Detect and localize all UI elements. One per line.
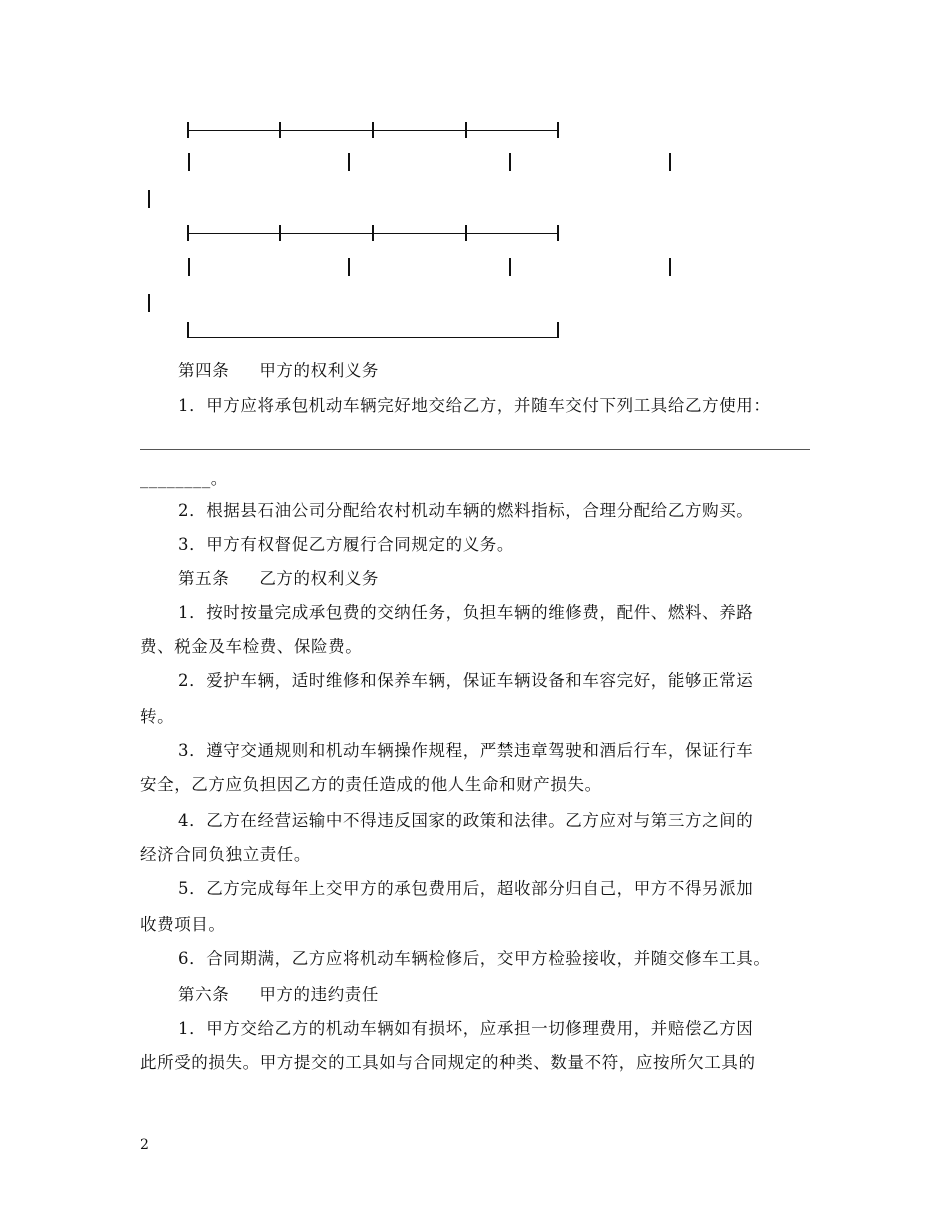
table-divider (148, 294, 150, 312)
table-divider (188, 153, 190, 171)
article-number: 第四条 (178, 361, 230, 380)
clause-text: 费、税金及车检费、保险费。 (140, 637, 363, 656)
clause-text: 3．遵守交通规则和机动车辆操作规程，严禁违章驾驶和酒后行车，保证行车 (178, 741, 754, 760)
table-border-bottom (187, 337, 558, 338)
clause-text: 此所受的损失。甲方提交的工具如与合同规定的种类、数量不符，应按所欠工具的 (140, 1053, 756, 1072)
table-tick (465, 122, 467, 138)
fill-in-blank-line (140, 449, 810, 450)
article-number: 第五条 (178, 569, 230, 588)
table-divider (509, 258, 511, 276)
table-tick (557, 122, 559, 138)
clause-text: 6．合同期满，乙方应将机动车辆检修后，交甲方检验接收，并随交修车工具。 (178, 949, 771, 968)
article-title: 甲方的违约责任 (259, 985, 380, 1004)
article-heading (178, 568, 858, 590)
table-tick (372, 122, 374, 138)
table-divider (188, 258, 190, 276)
article-title: 乙方的权利义务 (259, 569, 380, 588)
table-corner (557, 322, 559, 338)
table-tick (465, 225, 467, 241)
table-corner (187, 322, 189, 338)
article-number: 第六条 (178, 985, 230, 1004)
page-number: 2 (140, 1137, 149, 1153)
clause-text: 5．乙方完成每年上交甲方的承包费用后，超收部分归自己，甲方不得另派加 (178, 879, 754, 898)
table-tick (279, 225, 281, 241)
clause-text: 1．按时按量完成承包费的交纳任务，负担车辆的维修费，配件、燃料、养路 (178, 603, 754, 622)
table-divider (509, 153, 511, 171)
clause-text: 转。 (140, 707, 175, 726)
table-divider (148, 190, 150, 208)
clause-text: 2．根据县石油公司分配给农村机动车辆的燃料指标，合理分配给乙方购买。 (178, 501, 754, 520)
clause-text: 4．乙方在经营运输中不得违反国家的政策和法律。乙方应对与第三方之间的 (178, 811, 754, 830)
article-title: 甲方的权利义务 (259, 361, 380, 380)
table-tick (372, 225, 374, 241)
table-tick (279, 122, 281, 138)
table-divider (669, 258, 671, 276)
article-heading (178, 984, 858, 1006)
clause-text: 3．甲方有权督促乙方履行合同规定的义务。 (178, 535, 514, 554)
clause-text: 经济合同负独立责任。 (140, 845, 311, 864)
table-divider (348, 153, 350, 171)
table-tick (557, 225, 559, 241)
article-heading (178, 360, 858, 382)
table-divider (348, 258, 350, 276)
clause-text: 1．甲方应将承包机动车辆完好地交给乙方，并随车交付下列工具给乙方使用： (178, 396, 771, 415)
clause-text: 1．甲方交给乙方的机动车辆如有损坏，应承担一切修理费用，并赔偿乙方因 (178, 1019, 754, 1038)
clause-text: ________。 (140, 469, 228, 488)
table-tick (187, 225, 189, 241)
table-tick (187, 122, 189, 138)
clause-text: 2．爱护车辆，适时维修和保养车辆，保证车辆设备和车容完好，能够正常运 (178, 671, 754, 690)
clause-text: 收费项目。 (140, 915, 226, 934)
clause-text: 安全，乙方应负担因乙方的责任造成的他人生命和财产损失。 (140, 775, 602, 794)
table-divider (669, 153, 671, 171)
